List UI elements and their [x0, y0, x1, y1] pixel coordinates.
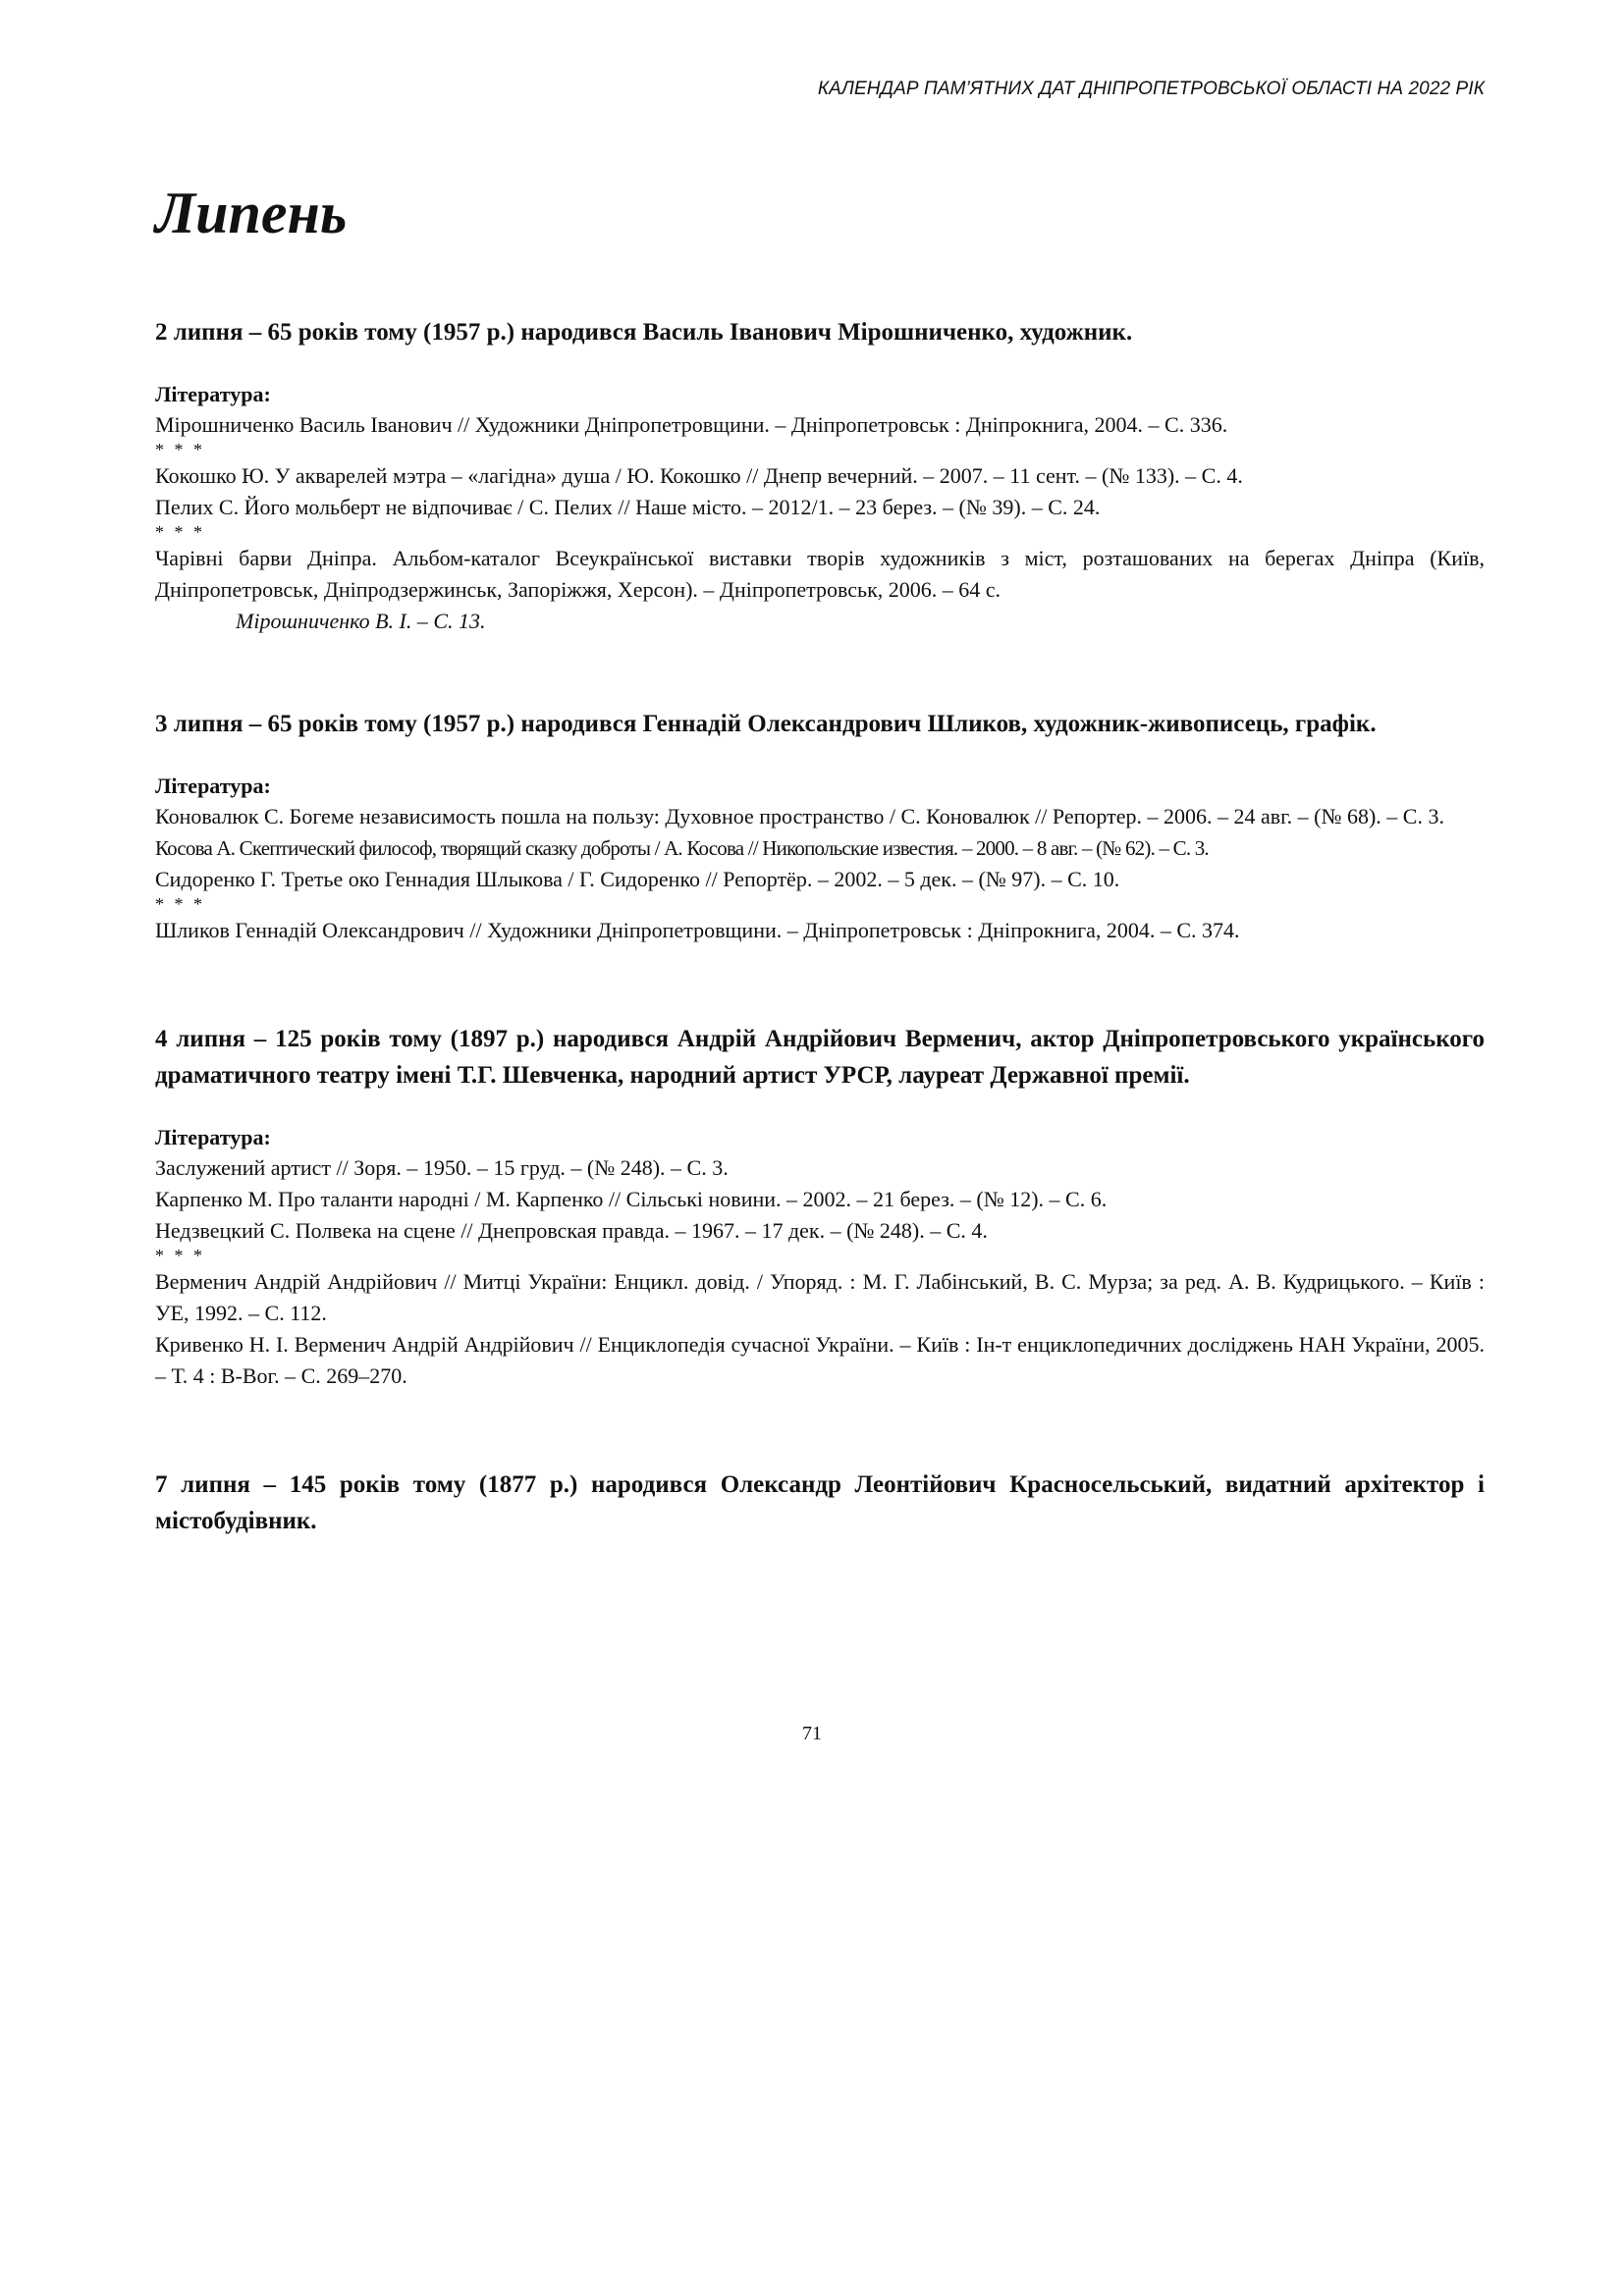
section-separator: * * * [155, 440, 205, 459]
document-body [155, 314, 1485, 1569]
calendar-entry [155, 706, 1485, 946]
bibliography-item: Чарівні барви Дніпра. Альбом-каталог Всеукраїнської виставки творів художників з міст, розташованих на берегах Дніпра (Київ, Дніпропетровськ, Дніпродзержинськ, Запоріжжя, Херсон). – Дніпропетровськ, 2006. – 64 с. [155, 546, 1485, 602]
calendar-entry [155, 1021, 1485, 1392]
page-number: 71 [802, 1723, 822, 1744]
bibliography-item: Кривенко Н. І. Верменич Андрій Андрійович // Енциклопедія сучасної України. – Київ : Ін-т енциклопедичних досліджень НАН України, 2005. – Т. 4 : В-Вог. – С. 269–270. [155, 1332, 1485, 1388]
bibliography-item: Коновалюк С. Богеме независимость пошла на пользу: Духовное пространство / С. Коновалюк // Репортер. – 2006. – 24 авг. – (№ 68). – С. 3. [155, 804, 1444, 828]
page-title: Липень [155, 181, 348, 245]
bibliography-item: Недзвецкий С. Полвека на сцене // Днепровская правда. – 1967. – 17 дек. – (№ 248). – С. 4. [155, 1218, 988, 1243]
entry-heading: 2 липня – 65 років тому (1957 р.) народився Василь Іванович Мірошниченко, художник. [155, 319, 1133, 346]
bibliography-item: Верменич Андрій Андрійович // Митці України: Енцикл. довід. / Упоряд. : М. Г. Лабінський, В. С. Мурза; за ред. А. В. Кудрицького. – Київ : УЕ, 1992. – С. 112. [155, 1269, 1485, 1325]
bibliography-item: Заслужений артист // Зоря. – 1950. – 15 груд. – (№ 248). – С. 3. [155, 1155, 729, 1180]
bibliography-item: Косова А. Скептический философ, творящий сказку доброты / А. Косова // Никопольские известия. – 2000. – 8 авг. – (№ 62). – С. 3. [155, 836, 1209, 860]
bibliography-item: Пелих С. Його мольберт не відпочиває / С. Пелих // Наше місто. – 2012/1. – 23 берез. – (№ 39). – С. 24. [155, 495, 1101, 519]
bibliography-item: Сидоренко Г. Третье око Геннадия Шлыкова / Г. Сидоренко // Репортёр. – 2002. – 5 дек. – (№ 97). – С. 10. [155, 867, 1120, 891]
entry-heading: 7 липня – 145 років тому (1877 р.) народився Олександр Леонтійович Красносельський, видатний архітектор і містобудівник. [155, 1471, 1485, 1534]
literature-label: Література: [155, 774, 271, 798]
bibliography-subnote: Мірошниченко В. І. – С. 13. [236, 609, 486, 633]
entry-heading: 4 липня – 125 років тому (1897 р.) народився Андрій Андрійович Верменич, актор Дніпропетровського українського драматичного театру імені Т.Г. Шевченка, народний артист УРСР, лауреат Державної премії. [155, 1026, 1485, 1089]
calendar-entry [155, 1467, 1485, 1539]
bibliography-item: Кокошко Ю. У акварелей мэтра – «лагідна» душа / Ю. Кокошко // Днепр вечерний. – 2007. – 11 сент. – (№ 133). – С. 4. [155, 463, 1243, 488]
section-separator: * * * [155, 1246, 205, 1265]
section-separator: * * * [155, 894, 205, 914]
section-separator: * * * [155, 522, 205, 542]
calendar-entry [155, 314, 1485, 637]
literature-label: Література: [155, 382, 271, 406]
bibliography-item: Карпенко М. Про таланти народні / М. Карпенко // Сільські новини. – 2002. – 21 берез. – (№ 12). – С. 6. [155, 1187, 1108, 1211]
running-header: КАЛЕНДАР ПАМ’ЯТНИХ ДАТ ДНІПРОПЕТРОВСЬКОЇ ОБЛАСТІ НА 2022 РІК [817, 79, 1485, 99]
bibliography-item: Мірошниченко Василь Іванович // Художники Дніпропетровщини. – Дніпропетровськ : Дніпрокнига, 2004. – С. 336. [155, 412, 1228, 437]
literature-label: Література: [155, 1125, 271, 1149]
entry-heading: 3 липня – 65 років тому (1957 р.) народився Геннадій Олександрович Шликов, художник-живописець, графік. [155, 711, 1377, 737]
bibliography-item: Шликов Геннадій Олександрович // Художники Дніпропетровщини. – Дніпропетровськ : Дніпрокнига, 2004. – С. 374. [155, 918, 1240, 942]
